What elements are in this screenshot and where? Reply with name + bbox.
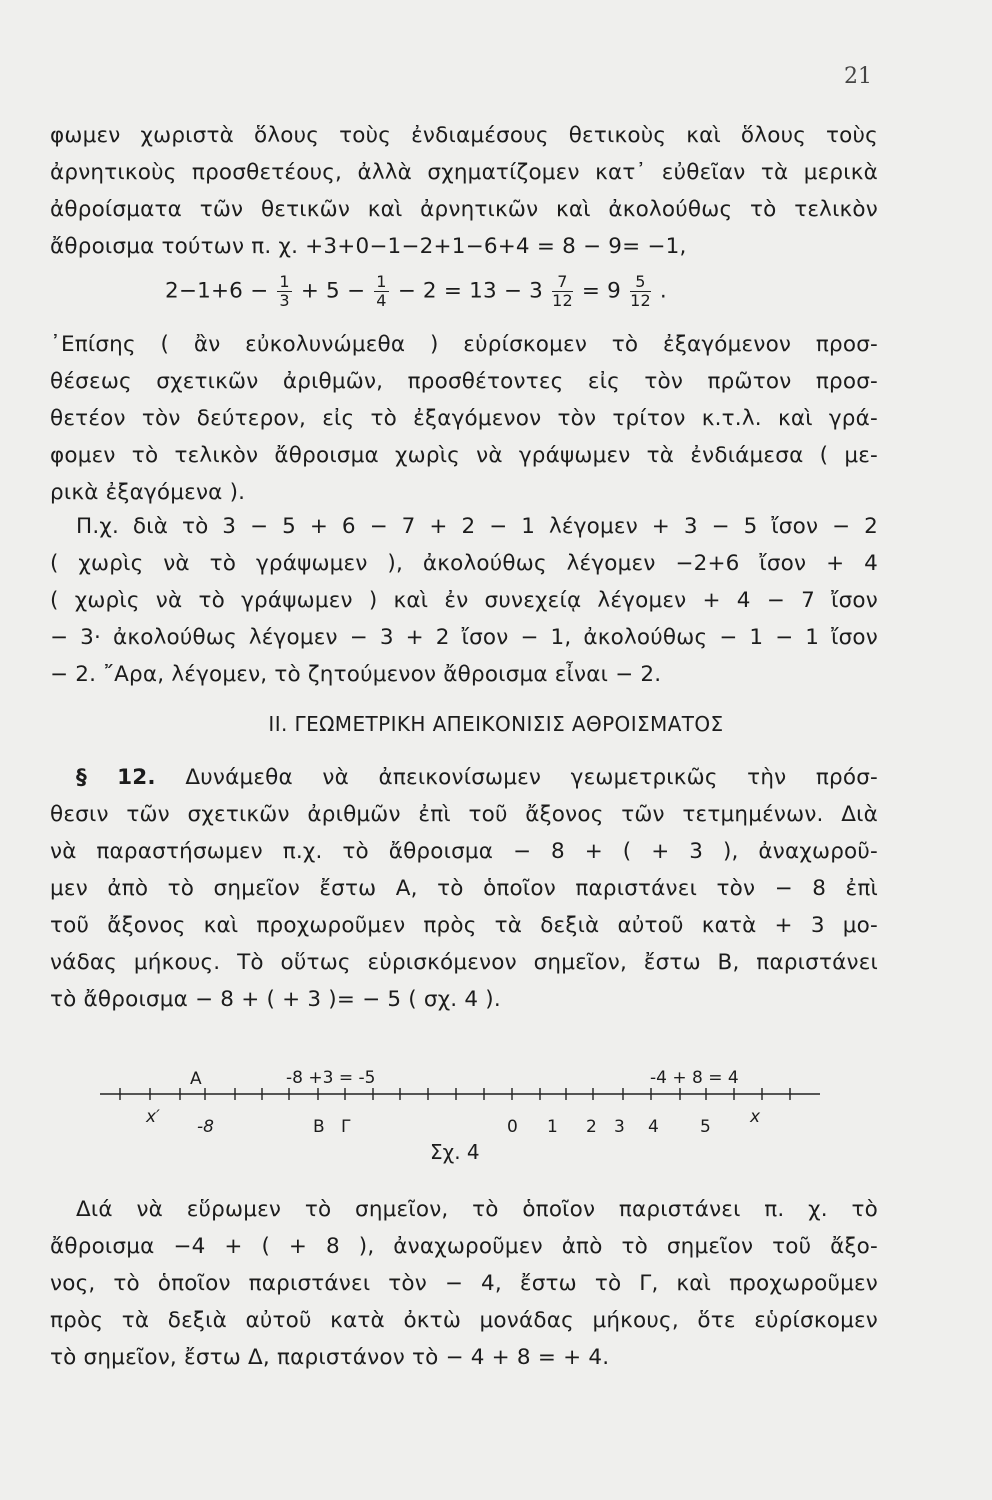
tick-label-5: 5 xyxy=(700,1117,711,1137)
annotation-minus4-plus8: -4 + 8 = 4 xyxy=(650,1068,739,1088)
minus8-label: -8 xyxy=(197,1117,214,1137)
point-G-label: Γ xyxy=(341,1117,351,1137)
equation-line xyxy=(165,273,805,310)
axis-right-label: x xyxy=(750,1107,761,1127)
figure-caption: Σχ. 4 xyxy=(430,1140,480,1164)
text-line: πρὸς τὰ δεξιὰ αὐτοῦ κατὰ ὀκτὼ μονάδας μήκους, ὅτε εὑρίσκομεν xyxy=(50,1308,878,1333)
text-line: ( χωρὶς νὰ τὸ γράψωμεν ), ἀκολούθως λέγομεν −2+6 ἴσον + 4 xyxy=(50,551,878,576)
text-line: νὰ παραστήσωμεν π.χ. τὸ ἄθροισμα − 8 + ( + 3 ), ἀναχωροῦ- xyxy=(50,839,878,864)
axis-left-label: x′ xyxy=(146,1107,160,1127)
eq-mid3: = 9 xyxy=(581,278,622,304)
eq-mid2: − 2 = 13 − 3 xyxy=(397,278,544,304)
section-heading: ΙΙ. ΓΕΩΜΕΤΡΙΚΗ ΑΠΕΙΚΟΝΙΣΙΣ ΑΘΡΟΙΣΜΑΤΟΣ xyxy=(268,712,724,736)
text-line: ἄθροισμα −4 + ( + 8 ), ἀναχωροῦμεν ἀπὸ τὸ σημεῖον τοῦ ἄξο- xyxy=(50,1234,878,1259)
tick-label-1: 1 xyxy=(547,1117,558,1137)
fraction-1-3: $\frac{1}{3}$ xyxy=(279,272,290,310)
text-line: − 2. ῎Αρα, λέγομεν, τὸ ζητούμενον ἄθροισμα εἶναι − 2. xyxy=(50,662,662,687)
section-first-line: Δυνάμεθα νὰ ἀπεικονίσωμεν γεωμετρικῶς τὴν πρόσ- xyxy=(155,765,878,790)
eq-left: 2−1+6 − xyxy=(165,278,269,304)
eq-end: . xyxy=(659,278,667,304)
point-A-label: A xyxy=(190,1069,202,1089)
fraction-7-12: $\frac{7}{12}$ xyxy=(552,272,573,310)
eq-mid1: + 5 − xyxy=(300,278,366,304)
text-line: θέσεως σχετικῶν ἀριθμῶν, προσθέτοντες εἰς τὸν πρῶτον προσ- xyxy=(50,369,878,394)
tick-label-2: 2 xyxy=(586,1117,597,1137)
tick-label-0: 0 xyxy=(507,1117,518,1137)
point-B-label: B xyxy=(313,1117,325,1137)
text-line: ρικὰ ἐξαγόμενα ). xyxy=(50,480,246,505)
text-line: τὸ σημεῖον, ἔστω Δ, παριστάνον τὸ − 4 + 8 = + 4. xyxy=(50,1345,610,1370)
text-line: ᾽Επίσης ( ἂν εὐκολυνώμεθα ) εὑρίσκομεν τὸ ἐξαγόμενον προσ- xyxy=(50,332,878,357)
text-line: ( χωρὶς νὰ τὸ γράψωμεν ) καὶ ἐν συνεχείᾳ λέγομεν + 4 − 7 ἴσον xyxy=(50,588,878,613)
text-line: ἀθροίσματα τῶν θετικῶν καὶ ἀρνητικῶν καὶ ἀκολούθως τὸ τελικὸν xyxy=(50,197,878,222)
text-line: ἀρνητικοὺς προσθετέους, ἀλλὰ σχηματίζομεν κατ᾽ εὐθεῖαν τὰ μερικὰ xyxy=(50,160,878,185)
text-line: νάδας μήκους. Τὸ οὕτως εὑρισκόμενον σημεῖον, ἔστω Β, παριστάνει xyxy=(50,950,878,975)
fraction-1-4: $\frac{1}{4}$ xyxy=(376,272,387,310)
text-line: φωμεν χωριστὰ ὅλους τοὺς ἐνδιαμέσους θετικοὺς καὶ ὅλους τοὺς xyxy=(50,123,878,148)
text-line: τοῦ ἄξονος καὶ προχωροῦμεν πρὸς τὰ δεξιὰ αὐτοῦ κατὰ + 3 μο- xyxy=(50,913,878,938)
tick-label-4: 4 xyxy=(648,1117,659,1137)
text-line: νος, τὸ ὁποῖον παριστάνει τὸν − 4, ἔστω τὸ Γ, καὶ προχωροῦμεν xyxy=(50,1271,878,1296)
text-line: − 3· ἀκολούθως λέγομεν − 3 + 2 ἴσον − 1, ἀκολούθως − 1 − 1 ἴσον xyxy=(50,625,878,650)
section-mark: § 12. xyxy=(76,765,156,790)
text-line: Διά νὰ εὕρωμεν τὸ σημεῖον, τὸ ὁποῖον παριστάνει π. χ. τὸ xyxy=(76,1197,878,1222)
text-line: τὸ ἄθροισμα − 8 + ( + 3 )= − 5 ( σχ. 4 ). xyxy=(50,987,501,1012)
text-line: μεν ἀπὸ τὸ σημεῖον ἔστω Α, τὸ ὁποῖον παριστάνει τὸν − 8 ἐπὶ xyxy=(50,876,878,901)
text-line: Π.χ. διὰ τὸ 3 − 5 + 6 − 7 + 2 − 1 λέγομεν + 3 − 5 ἴσον − 2 xyxy=(76,514,878,539)
page-number: 21 xyxy=(844,64,872,89)
text-line: θεσιν τῶν σχετικῶν ἀριθμῶν ἐπὶ τοῦ ἄξονος τῶν τετμημένων. Διὰ xyxy=(50,802,878,827)
text-line: ἄθροισμα τούτων π. χ. +3+0−1−2+1−6+4 = 8 − 9= −1, xyxy=(50,234,687,259)
fraction-5-12: $\frac{5}{12}$ xyxy=(630,272,651,310)
tick-label-3: 3 xyxy=(614,1117,625,1137)
number-line-figure xyxy=(0,1050,992,1190)
text-line: θετέον τὸν δεύτερον, εἰς τὸ ἐξαγόμενον τὸν τρίτον κ.τ.λ. καὶ γρά- xyxy=(50,406,878,431)
text-line: φομεν τὸ τελικὸν ἄθροισμα χωρὶς νὰ γράψωμεν τὰ ἐνδιάμεσα ( με- xyxy=(50,443,878,468)
annotation-minus8-plus3: -8 +3 = -5 xyxy=(286,1068,376,1088)
text-line xyxy=(76,764,878,792)
